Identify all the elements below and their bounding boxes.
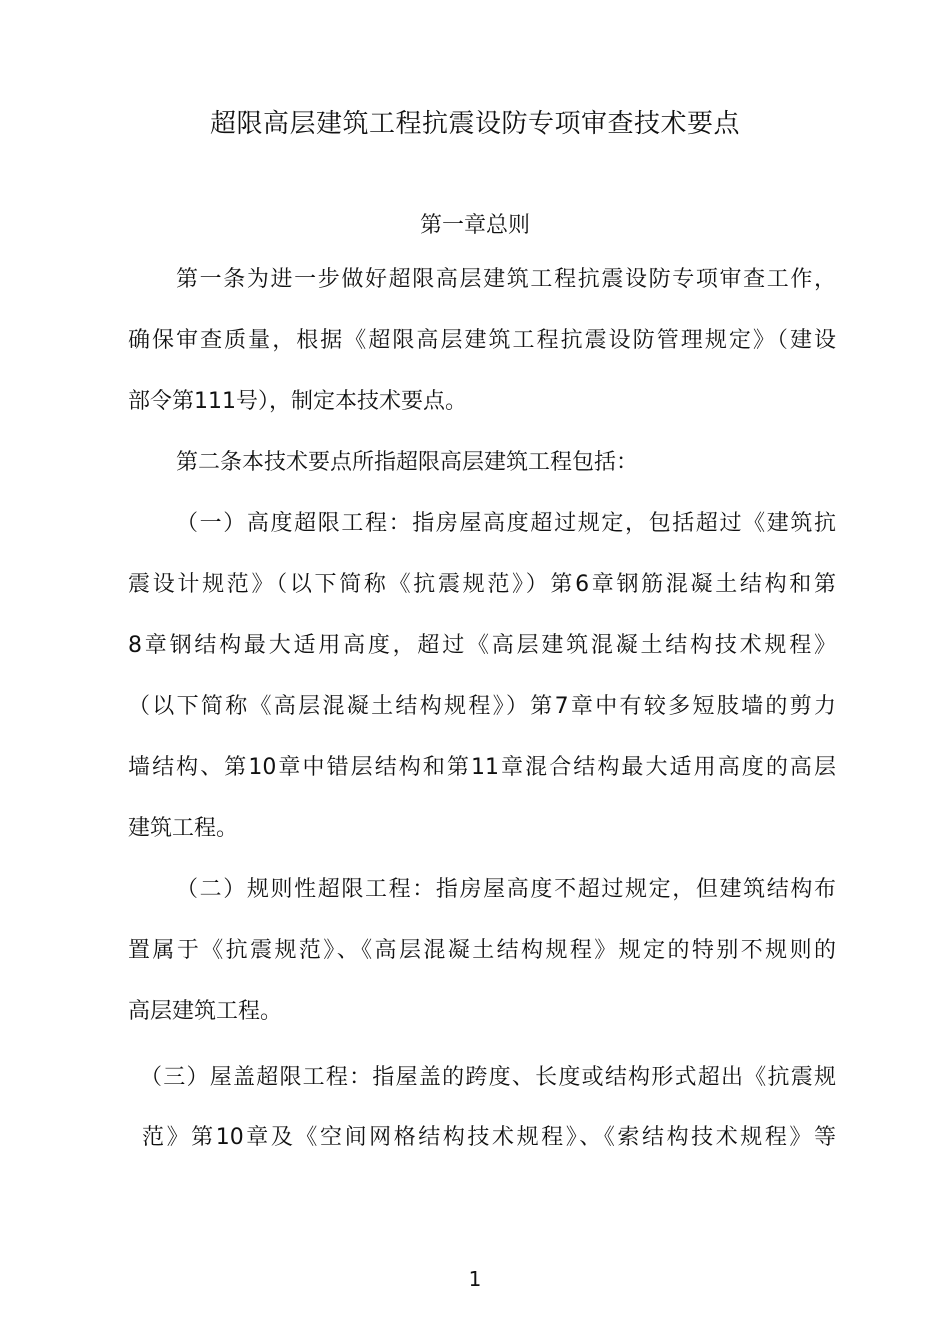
page-number: 1 (468, 1267, 482, 1291)
body-line: （三）屋盖超限工程：指屋盖的跨度、长度或结构形式超出《抗震规 (140, 1065, 836, 1090)
chapter-heading: 第一章总则 (419, 213, 530, 238)
body-line: 部令第111号），制定本技术要点。 (128, 389, 467, 414)
body-line: 8章钢结构最大适用高度，超过《高层建筑混凝土结构技术规程》 (128, 633, 836, 658)
body-line: 高层建筑工程。 (128, 999, 283, 1024)
body-line: 建筑工程。 (128, 816, 239, 841)
body-line: （一）高度超限工程：指房屋高度超过规定，包括超过《建筑抗 (176, 511, 836, 536)
body-line: （二）规则性超限工程：指房屋高度不超过规定，但建筑结构布 (176, 877, 836, 902)
body-line: 第一条为进一步做好超限高层建筑工程抗震设防专项审查工作， (176, 267, 836, 292)
body-line: （以下简称《高层混凝土结构规程》）第7章中有较多短肢墙的剪力 (128, 694, 836, 719)
body-line: 确保审查质量，根据《超限高层建筑工程抗震设防管理规定》（建设 (128, 328, 836, 353)
body-line: 置属于《抗震规范》、《高层混凝土结构规程》规定的特别不规则的 (128, 938, 836, 963)
document-title: 超限高层建筑工程抗震设防专项审查技术要点 (209, 109, 740, 139)
body-line: 范》第10章及《空间网格结构技术规程》、《索结构技术规程》等 (142, 1125, 836, 1150)
body-line: 墙结构、第10章中错层结构和第11章混合结构最大适用高度的高层 (128, 755, 836, 780)
body-line: 震设计规范》（以下简称《抗震规范》）第6章钢筋混凝土结构和第 (128, 572, 836, 597)
body-line: 第二条本技术要点所指超限高层建筑工程包括： (176, 450, 639, 475)
